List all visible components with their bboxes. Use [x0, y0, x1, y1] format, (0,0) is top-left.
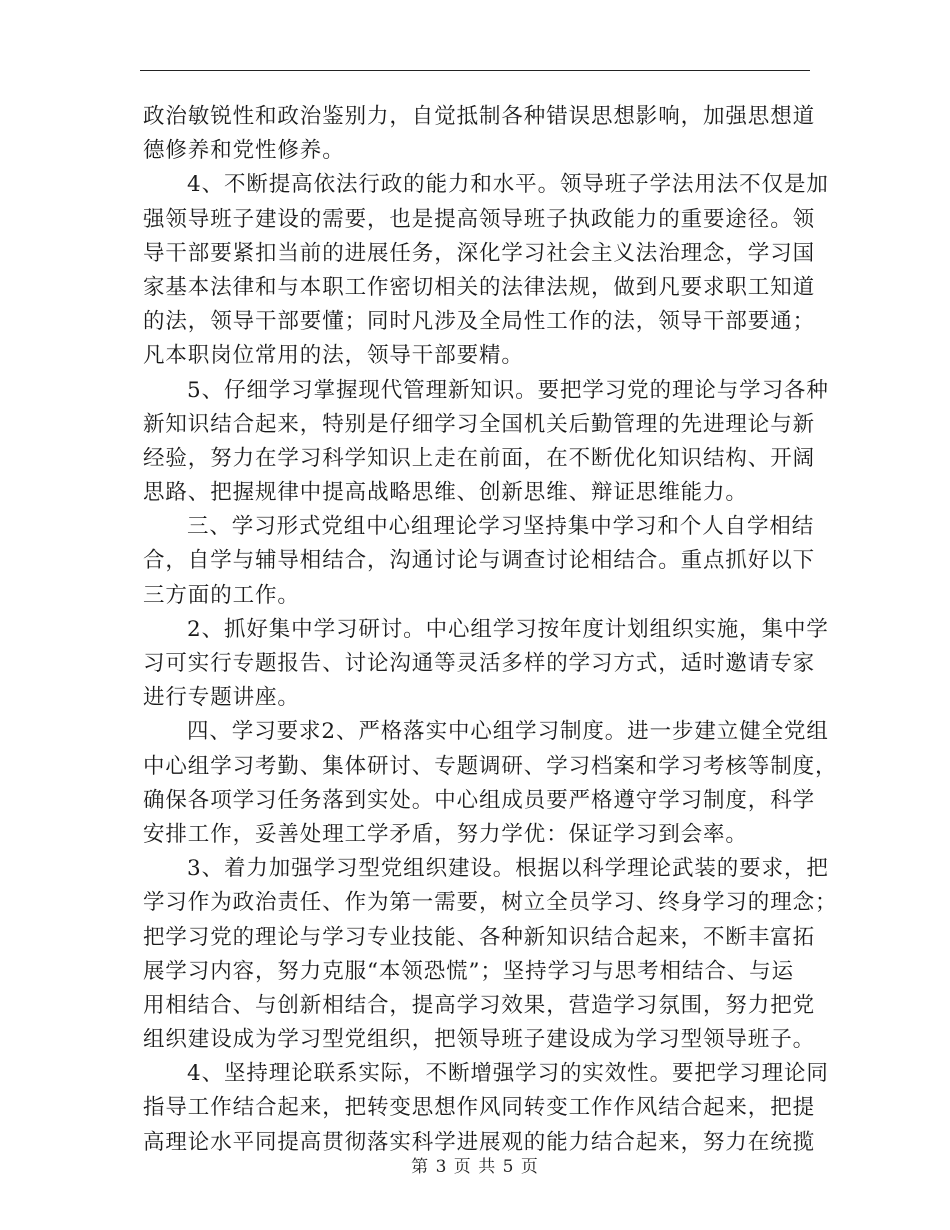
text-line: 习可实行专题报告、讨论沟通等灵活多样的学习方式，适时邀请专家 — [143, 651, 816, 676]
text-line: 3、着力加强学习型党组织建设。根据以科学理论武装的要求，把 — [187, 856, 829, 882]
text-line: 2、抓好集中学习研讨。中心组学习按年度计划组织实施，集中学 — [187, 616, 829, 642]
text-line: 进行专题讲座。 — [143, 685, 300, 711]
text-line: 导干部要紧扣当前的进展任务，深化学习社会主义法治理念，学习国 — [143, 240, 816, 266]
text-line: 中心组学习考勤、集体研讨、专题调研、学习档案和学习考核等制度， — [143, 753, 838, 779]
text-line: 新知识结合起来，特别是仔细学习全国机关后勤管理的先进理论与新 — [143, 411, 816, 437]
text-line: 三方面的工作。 — [143, 582, 300, 608]
page-footer: 第 3 页 共 5 页 — [411, 1157, 539, 1177]
text-line: 展学习内容，努力克服“本领恐慌”；坚持学习与思考相结合、与运 — [143, 958, 794, 984]
text-line: 安排工作，妥善处理工学矛盾，努力学优：保证学习到会率。 — [143, 821, 748, 847]
text-line: 组织建设成为学习型党组织，把领导班子建设成为学习型领导班子。 — [143, 1027, 816, 1053]
text-line: 思路、把握规律中提高战略思维、创新思维、辩证思维能力。 — [143, 480, 748, 506]
text-line: 把学习党的理论与学习专业技能、各种新知识结合起来，不断丰富拓 — [143, 924, 816, 950]
text-line: 强领导班子建设的需要，也是提高领导班子执政能力的重要途径。领 — [143, 206, 816, 232]
text-line: 凡本职岗位常用的法，领导干部要精。 — [143, 343, 524, 369]
document-body — [143, 100, 838, 1160]
text-line: 学习作为政治责任、作为第一需要，树立全员学习、终身学习的理念； — [143, 890, 838, 916]
text-line: 指导工作结合起来，把转变思想作风同转变工作作风结合起来，把提 — [143, 1095, 816, 1121]
text-line: 经验，努力在学习科学知识上走在前面，在不断优化知识结构、开阔 — [143, 445, 816, 471]
text-line: 高理论水平同提高贯彻落实科学进展观的能力结合起来，努力在统揽 — [143, 1129, 816, 1155]
text-line: 确保各项学习任务落到实处。中心组成员要严格遵守学习制度，科学 — [143, 787, 816, 813]
text-line: 4、不断提高依法行政的能力和水平。领导班子学法用法不仅是加 — [187, 172, 829, 198]
text-line: 德修养和党性修养。 — [143, 138, 345, 164]
text-line: 政治敏锐性和政治鉴别力，自觉抵制各种错误思想影响，加强思想道 — [143, 104, 816, 129]
text-line: 的法，领导干部要懂；同时凡涉及全局性工作的法，领导干部要通； — [143, 309, 816, 335]
text-line: 5、仔细学习掌握现代管理新知识。要把学习党的理论与学习各种 — [187, 377, 829, 403]
text-line: 四、学习要求2、严格落实中心组学习制度。进一步建立健全党组 — [187, 719, 829, 745]
header-rule — [140, 70, 810, 71]
text-line: 用相结合、与创新相结合，提高学习效果，营造学习氛围，努力把党 — [143, 992, 816, 1018]
text-line: 合，自学与辅导相结合，沟通讨论与调查讨论相结合。重点抓好以下 — [143, 548, 816, 574]
text-line: 三、学习形式党组中心组理论学习坚持集中学习和个人自学相结 — [187, 514, 815, 540]
text-line: 家基本法律和与本职工作密切相关的法律法规，做到凡要求职工知道 — [143, 274, 816, 300]
text-line: 4、坚持理论联系实际，不断增强学习的实效性。要把学习理论同 — [187, 1061, 829, 1087]
